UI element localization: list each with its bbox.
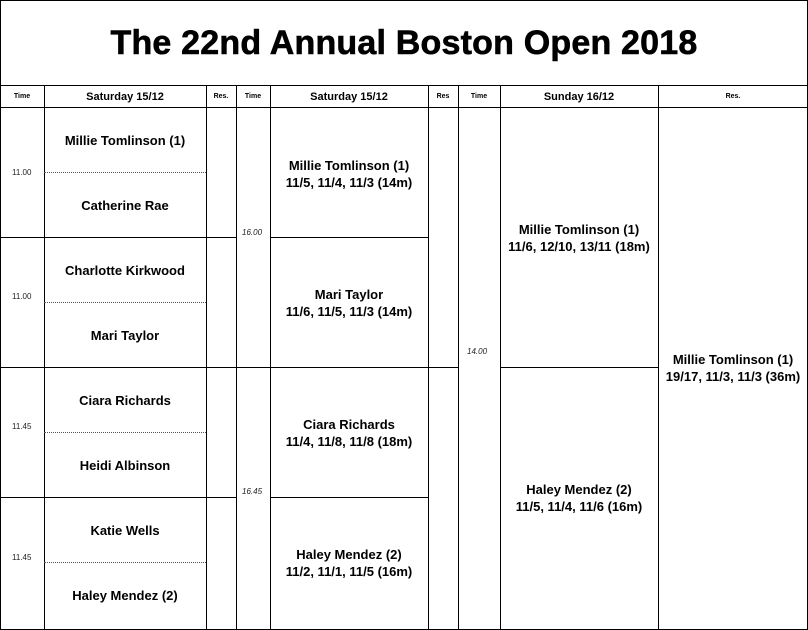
match-score: 11/6, 12/10, 13/11 (18m) [508, 239, 650, 254]
match-time: 16.45 [242, 487, 263, 496]
player-name: Mari Taylor [90, 327, 160, 343]
match-time: 16.00 [242, 228, 263, 237]
match-time: 11.45 [12, 422, 32, 431]
player-name: Charlotte Kirkwood [65, 262, 185, 278]
r2-row-divider [270, 497, 428, 498]
col-divider [458, 85, 459, 630]
winner-entry [270, 271, 428, 335]
winner-entry [270, 401, 428, 465]
player-name: Catherine Rae [81, 197, 169, 213]
match-time: 11.45 [12, 553, 32, 562]
player-name: Haley Mendez (2) [526, 482, 632, 497]
header-time: Time [13, 93, 31, 100]
match-time: 11.00 [12, 292, 32, 301]
header-time: Time [470, 93, 488, 100]
player-name: Millie Tomlinson (1) [64, 132, 186, 148]
header-time: Time [244, 93, 262, 100]
player-name: Katie Wells [90, 522, 160, 538]
winner-entry [500, 466, 658, 530]
player-name: Haley Mendez (2) [296, 547, 402, 562]
player-name: Ciara Richards [303, 417, 395, 432]
match-time: 11.00 [12, 168, 32, 177]
player-name: Mari Taylor [314, 287, 384, 302]
r2-row-divider [270, 237, 428, 238]
player-name: Heidi Albinson [79, 457, 171, 473]
player-name: Millie Tomlinson (1) [672, 352, 794, 367]
header-res: Res. [213, 93, 229, 100]
player-name: Ciara Richards [79, 392, 171, 408]
match-score: 11/2, 11/1, 11/5 (16m) [285, 564, 413, 579]
player-name: Millie Tomlinson (1) [288, 158, 410, 173]
player-name: Haley Mendez (2) [72, 587, 178, 603]
header-day: Saturday 15/12 [86, 90, 164, 103]
match-score: 19/17, 11/3, 11/3 (36m) [665, 369, 801, 384]
player-name: Millie Tomlinson (1) [518, 222, 640, 237]
champion-entry [658, 336, 808, 400]
col-divider [428, 85, 429, 630]
match-score: 11/5, 11/4, 11/3 (14m) [285, 175, 413, 190]
winner-entry [270, 142, 428, 206]
col-divider [500, 85, 501, 630]
final-row-divider [500, 367, 658, 368]
col-divider [236, 85, 237, 630]
winner-entry [500, 206, 658, 270]
page-title: The 22nd Annual Boston Open 2018 [110, 23, 698, 62]
match-score: 11/5, 11/4, 11/6 (16m) [515, 499, 643, 514]
header-res: Res. [725, 93, 741, 100]
header-day: Sunday 16/12 [543, 90, 615, 103]
col-divider [206, 85, 207, 630]
header-res: Res [436, 93, 450, 100]
header-day: Saturday 15/12 [310, 90, 388, 103]
match-time: 14.00 [467, 347, 488, 356]
winner-entry [270, 531, 428, 595]
match-score: 11/6, 11/5, 11/3 (14m) [285, 304, 413, 319]
match-score: 11/4, 11/8, 11/8 (18m) [285, 434, 413, 449]
